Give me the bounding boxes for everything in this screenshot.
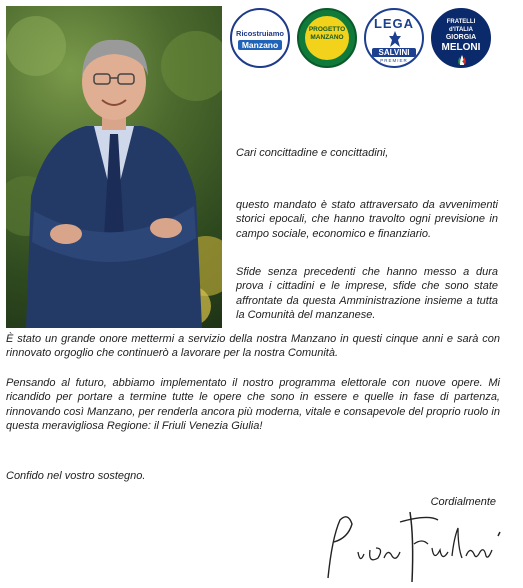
letter-paragraph: È stato un grande onore mettermi a servizio della nostra Manzano in questi cinque anni e sarà con rinnovato orgoglio che continuerò a lavorare per la nostra Comunità.: [6, 333, 500, 360]
candidate-photo: [6, 6, 222, 328]
logo-text: SALVINI: [372, 48, 416, 57]
party-logos: [230, 8, 520, 72]
logo-text: Ricostruiamo: [236, 29, 284, 38]
letter-closing: Cordialmente: [430, 496, 496, 508]
lega-salvini-logo: [364, 8, 424, 68]
logo-text: FRATELLI: [446, 19, 476, 25]
logo-text: PREMIER: [380, 58, 408, 63]
logo-text: MELONI: [441, 42, 481, 53]
logo-text: d'ITALIA: [449, 27, 473, 33]
letter-paragraph: Pensando al futuro, abbiamo implementato il nostro programma elettorale con nuove opere. Mi ricandido per portare a termine tutte le opere che sono in essere e quelle in fase di partenza, rinnovando così Manzano, per renderla ancora più moderna, vitale e consapevole del proprio ruolo in questa meravigliosa Regione: il Friuli Venezia Giulia!: [6, 377, 500, 433]
progetto-manzano-logo: [297, 8, 357, 68]
letter-paragraph: Confido nel vostro sostegno.: [6, 470, 146, 482]
tricolor-flame-icon: [457, 55, 467, 65]
fratelli-ditalia-logo: [431, 8, 491, 68]
alberto-da-giussano-icon: [388, 30, 402, 48]
letter-paragraph: Sfide senza precedenti che hanno messo a dura prova i cittadini e le imprese, sfide che sono state affrontate da questa Amministrazione insieme a tutta la Comunità del manzanese.: [236, 266, 498, 322]
logo-text: GIORGIA: [445, 34, 477, 41]
logo-text: LEGA: [373, 16, 415, 31]
ricostruiamo-manzano-logo: [230, 8, 290, 68]
letter-greeting: Cari concittadine e concittadini,: [236, 147, 389, 159]
logo-text: PROGETTO MANZANO: [308, 26, 346, 41]
handwritten-signature: [318, 508, 514, 584]
logo-text: Manzano: [238, 40, 282, 50]
letter-paragraph: questo mandato è stato attraversato da avvenimenti storici epocali, che hanno travolto ogni previsione in campo sociale, economico e finanziario.: [236, 199, 498, 240]
